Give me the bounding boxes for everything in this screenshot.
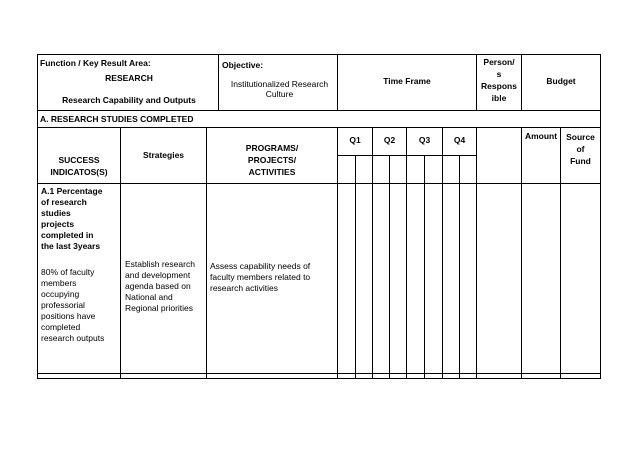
- amount-header: Amount: [524, 131, 558, 141]
- section-title: A. RESEARCH STUDIES COMPLETED: [40, 114, 194, 124]
- indicator-title-text: A.1 Percentage of research studies projects completed in the last 3years: [41, 186, 103, 251]
- q4-header: Q4: [453, 135, 466, 145]
- indicator-target: 80% of faculty members occupying professorial positions have completed research outputs: [41, 267, 105, 343]
- function-sub: Research Capability and Outputs: [62, 95, 196, 105]
- q3-header: Q3: [418, 135, 431, 145]
- strategies-header: Strategies: [142, 150, 185, 160]
- program-text: Assess capability needs of faculty members related to research activities: [210, 261, 311, 293]
- time-frame-header: Time Frame: [383, 76, 431, 86]
- q2-header: Q2: [383, 135, 396, 145]
- strategy-text: Establish research and development agenda based on National and Regional priorities: [125, 259, 195, 313]
- indicator-title: [41, 186, 121, 252]
- function-label: Function / Key Result Area:: [40, 58, 151, 68]
- objective-label: Objective:: [222, 60, 264, 70]
- objective-value: Institutionalized Research Culture: [230, 79, 329, 99]
- function-value: RESEARCH: [105, 73, 153, 83]
- source-of-fund-header: Source of Fund: [566, 132, 595, 166]
- person-responsible-header: Person/ s Respons ible: [481, 57, 517, 103]
- programs-header: PROGRAMS/ PROJECTS/ ACTIVITIES: [245, 143, 299, 177]
- success-indicators-header: SUCCESS INDICATOS(S): [50, 155, 108, 177]
- q1-header: Q1: [349, 135, 361, 145]
- budget-header: Budget: [546, 76, 576, 86]
